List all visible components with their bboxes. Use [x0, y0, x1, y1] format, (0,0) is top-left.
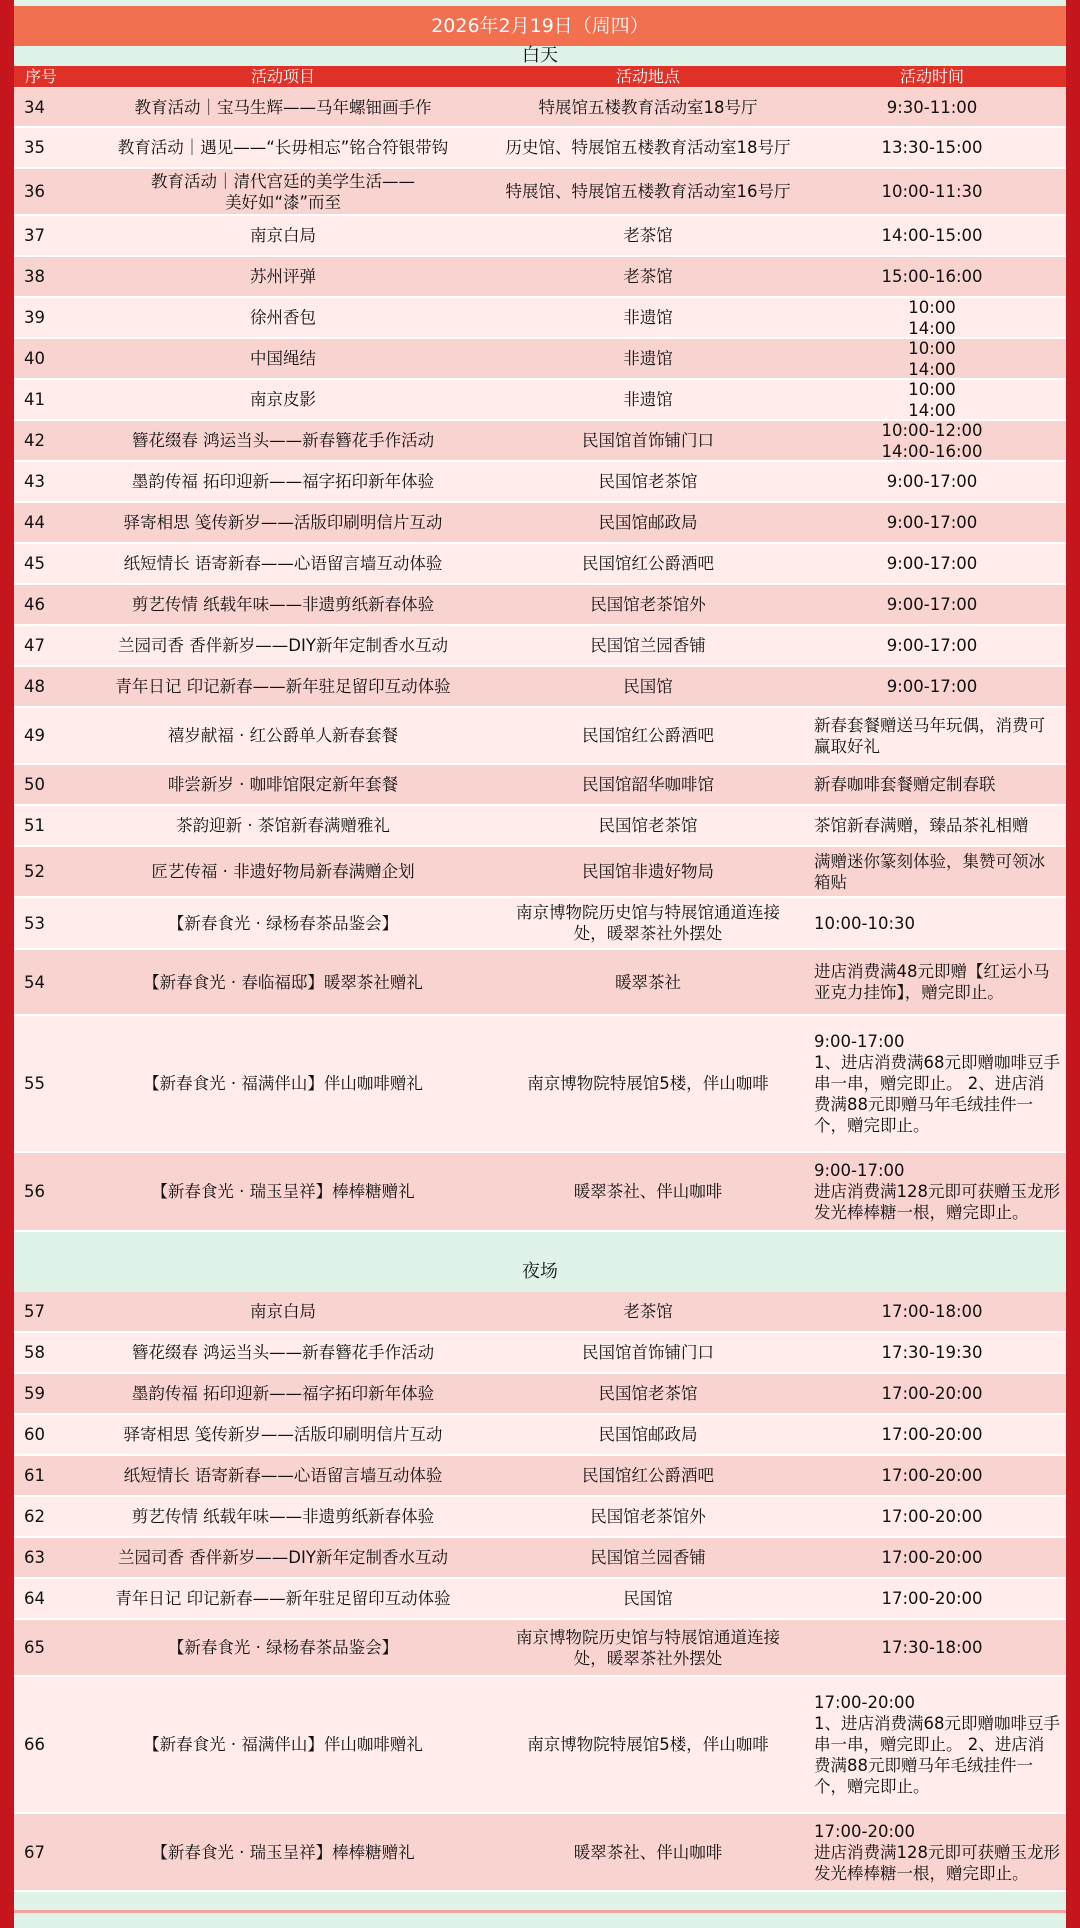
row-location: 民国馆: [623, 1589, 673, 1608]
row-location: 民国馆老茶馆: [598, 816, 698, 835]
row-location: 民国馆邮政局: [598, 513, 698, 532]
row-time: 9:00-17:00 进店消费满128元即可获赠玉龙形发光棒棒糖一根，赠完即止。: [814, 1161, 1060, 1222]
row-number: 67: [24, 1842, 45, 1862]
table-row: [14, 462, 1066, 503]
row-time: 9:00-17:00: [886, 595, 978, 614]
table-row: [14, 708, 1066, 765]
row-number: 65: [24, 1638, 45, 1657]
row-time: 17:00-20:00 1、进店消费满68元即赠咖啡豆手串一串，赠完即止。 2、进店消费满88元即赠马年毛绒挂件一个，赠完即止。: [814, 1693, 1060, 1796]
row-number: 49: [24, 726, 45, 745]
schedule-page: [14, 0, 1066, 1928]
row-location: 民国馆老茶馆: [598, 1384, 698, 1403]
row-time: 17:00-20:00: [881, 1589, 983, 1608]
row-number: 35: [24, 138, 45, 157]
table-row: [14, 585, 1066, 626]
row-location: 民国馆红公爵酒吧: [582, 726, 714, 745]
row-number: 54: [24, 972, 45, 992]
row-time: 新春咖啡套餐赠定制春联: [814, 775, 996, 794]
row-number: 41: [24, 390, 45, 409]
row-time: 17:00-20:00: [881, 1425, 983, 1444]
row-time: 10:00 14:00: [908, 379, 956, 420]
row-activity: 禧岁献福 · 红公爵单人新春套餐: [167, 726, 399, 745]
row-activity: 【新春食光 · 绿杨春茶品鉴会】: [167, 913, 399, 933]
table-row: [14, 626, 1066, 667]
table-row: [14, 1677, 1066, 1814]
row-location: 民国馆老茶馆外: [590, 1507, 706, 1526]
table-row: [14, 1415, 1066, 1456]
row-time: 17:00-18:00: [881, 1302, 983, 1321]
header-place: 活动地点: [615, 67, 680, 86]
row-location: 南京博物院特展馆5楼，伴山咖啡: [527, 1735, 769, 1754]
row-location: 非遗馆: [623, 349, 673, 368]
row-activity: 【新春食光 · 福满伴山】伴山咖啡赠礼: [143, 1735, 423, 1754]
table-header: [14, 66, 1066, 87]
table-row: [14, 1374, 1066, 1415]
row-location: 特展馆五楼教育活动室18号厅: [538, 97, 758, 117]
row-location: 老茶馆: [623, 1302, 673, 1321]
table-row: [14, 1333, 1066, 1374]
row-number: 34: [24, 97, 45, 117]
row-location: 民国馆韶华咖啡馆: [582, 775, 714, 794]
row-location: 民国馆: [623, 677, 673, 696]
table-row: [14, 1497, 1066, 1538]
row-time: 9:00-17:00 1、进店消费满68元即赠咖啡豆手串一串，赠完即止。 2、进店消费满88元即赠马年毛绒挂件一个，赠完即止。: [814, 1032, 1060, 1135]
row-number: 62: [24, 1507, 45, 1526]
table-row: [14, 339, 1066, 380]
row-number: 58: [24, 1343, 45, 1362]
row-time: 10:00 14:00: [908, 338, 956, 379]
row-number: 40: [24, 349, 45, 368]
row-activity: 纸短情长 语寄新春——心语留言墙互动体验: [123, 1466, 443, 1485]
row-activity: 纸短情长 语寄新春——心语留言墙互动体验: [123, 554, 443, 573]
row-number: 50: [24, 775, 45, 794]
row-number: 44: [24, 513, 45, 532]
row-location: 特展馆、特展馆五楼教育活动室16号厅: [505, 182, 791, 201]
table-row: [14, 765, 1066, 806]
row-location: 民国馆红公爵酒吧: [582, 1466, 714, 1485]
table-row: [14, 1579, 1066, 1620]
table-row: [14, 380, 1066, 421]
table-row: [14, 1814, 1066, 1892]
table-row: [14, 950, 1066, 1016]
row-location: 老茶馆: [623, 226, 673, 245]
table-row: [14, 847, 1066, 898]
table-row: [14, 544, 1066, 585]
row-activity: 【新春食光 · 福满伴山】伴山咖啡赠礼: [143, 1074, 423, 1093]
row-activity: 茶韵迎新 · 茶馆新春满赠雅礼: [176, 816, 390, 835]
row-time: 9:00-17:00: [886, 472, 978, 491]
row-location: 暖翠茶社: [615, 972, 681, 992]
night-table-body: [14, 1292, 1066, 1892]
row-time: 新春套餐赠送马年玩偶，消费可赢取好礼: [814, 715, 1045, 756]
row-location: 民国馆红公爵酒吧: [582, 554, 714, 573]
row-number: 47: [24, 636, 45, 655]
row-time: 17:00-20:00: [881, 1466, 983, 1485]
row-location: 民国馆兰园香铺: [590, 1548, 706, 1567]
header-no: 序号: [24, 67, 57, 86]
row-activity: 簪花缀春 鸿运当头——新春簪花手作活动: [131, 1343, 435, 1362]
row-activity: 兰园司香 香伴新岁——DIY新年定制香水互动: [118, 636, 448, 655]
row-location: 民国馆首饰铺门口: [582, 1343, 714, 1362]
row-activity: 青年日记 印记新春——新年驻足留印互动体验: [115, 677, 451, 696]
row-time: 17:00-20:00: [881, 1507, 983, 1526]
row-number: 53: [24, 913, 45, 933]
row-time: 17:00-20:00: [881, 1384, 983, 1403]
row-number: 56: [24, 1182, 45, 1201]
row-number: 38: [24, 267, 45, 286]
row-time: 10:00-10:30: [814, 913, 916, 933]
table-row: [14, 169, 1066, 216]
row-activity: 中国绳结: [250, 349, 316, 368]
row-activity: 【新春食光 · 绿杨春茶品鉴会】: [167, 1638, 399, 1657]
row-time: 17:00-20:00 进店消费满128元即可获赠玉龙形发光棒棒糖一根，赠完即止。: [814, 1821, 1060, 1883]
section-day-label: 白天: [14, 46, 1066, 66]
row-location: 民国馆邮政局: [598, 1425, 698, 1444]
table-row: [14, 1456, 1066, 1497]
row-location: 民国馆老茶馆: [598, 472, 698, 491]
row-activity: 兰园司香 香伴新岁——DIY新年定制香水互动: [118, 1548, 448, 1567]
row-activity: 南京白局: [250, 1302, 316, 1321]
row-activity: 青年日记 印记新春——新年驻足留印互动体验: [115, 1589, 451, 1608]
table-row: [14, 257, 1066, 298]
row-number: 39: [24, 308, 45, 327]
row-activity: 驿寄相思 笺传新岁——活版印刷明信片互动: [123, 513, 443, 532]
row-number: 57: [24, 1302, 45, 1321]
table-row: [14, 898, 1066, 950]
row-activity: 墨韵传福 拓印迎新——福字拓印新年体验: [131, 1384, 435, 1403]
row-time: 茶馆新春满赠，臻品茶礼相赠: [814, 816, 1029, 835]
row-location: 暖翠茶社、伴山咖啡: [573, 1182, 723, 1201]
row-number: 55: [24, 1074, 45, 1093]
section-night-label: 夜场: [14, 1252, 1066, 1292]
bottom-divider: [14, 1910, 1066, 1913]
row-activity: 匠艺传福 · 非遗好物局新春满赠企划: [151, 862, 415, 881]
row-activity: 【新春食光 · 瑞玉呈祥】棒棒糖赠礼: [151, 1842, 415, 1862]
row-time: 9:30-11:00: [886, 97, 978, 117]
row-location: 暖翠茶社、伴山咖啡: [573, 1842, 723, 1862]
table-row: [14, 128, 1066, 169]
row-time: 满赠迷你篆刻体验，集赞可领冰箱贴: [814, 851, 1045, 892]
row-activity: 【新春食光 · 瑞玉呈祥】棒棒糖赠礼: [151, 1182, 415, 1201]
row-number: 52: [24, 862, 45, 881]
row-location: 南京博物院特展馆5楼，伴山咖啡: [527, 1074, 769, 1093]
row-location: 非遗馆: [623, 390, 673, 409]
row-number: 61: [24, 1466, 45, 1485]
header-item: 活动项目: [250, 67, 315, 86]
row-activity: 苏州评弹: [250, 267, 316, 286]
table-row: [14, 88, 1066, 128]
row-location: 民国馆老茶馆外: [590, 595, 706, 614]
row-number: 45: [24, 554, 45, 573]
row-activity: 驿寄相思 笺传新岁——活版印刷明信片互动: [123, 1425, 443, 1444]
table-row: [14, 421, 1066, 462]
row-number: 43: [24, 472, 45, 491]
row-location: 民国馆兰园香铺: [590, 636, 706, 655]
row-number: 37: [24, 226, 45, 245]
header-time: 活动时间: [899, 67, 964, 86]
table-row: [14, 503, 1066, 544]
page-title: 2026年2月19日（周四）: [14, 6, 1066, 46]
row-time: 15:00-16:00: [881, 267, 983, 286]
row-number: 48: [24, 677, 45, 696]
row-activity: 教育活动｜宝马生辉——马年螺钿画手作: [134, 97, 432, 117]
row-time: 17:30-18:00: [881, 1638, 983, 1657]
row-number: 59: [24, 1384, 45, 1403]
table-row: [14, 216, 1066, 257]
table-row: [14, 806, 1066, 847]
row-number: 63: [24, 1548, 45, 1567]
row-activity: 墨韵传福 拓印迎新——福字拓印新年体验: [131, 472, 435, 491]
row-time: 9:00-17:00: [886, 554, 978, 573]
row-time: 进店消费满48元即赠【红运小马亚克力挂饰】，赠完即止。: [814, 962, 1050, 1002]
row-activity: 剪艺传情 纸载年味——非遗剪纸新春体验: [131, 595, 435, 614]
row-activity: 啡尝新岁 · 咖啡馆限定新年套餐: [167, 775, 399, 794]
row-time: 9:00-17:00: [886, 636, 978, 655]
row-activity: 南京白局: [250, 226, 316, 245]
row-number: 51: [24, 816, 45, 835]
row-location: 老茶馆: [623, 267, 673, 286]
row-activity: 徐州香包: [250, 308, 316, 327]
row-time: 17:30-19:30: [881, 1343, 983, 1362]
row-location: 南京博物院历史馆与特展馆通道连接处，暖翠茶社外摆处: [516, 1627, 780, 1668]
row-number: 46: [24, 595, 45, 614]
row-time: 9:00-17:00: [886, 677, 978, 696]
row-time: 10:00-11:30: [881, 182, 983, 201]
table-row: [14, 1620, 1066, 1677]
row-activity: 南京皮影: [250, 390, 316, 409]
row-number: 66: [24, 1735, 45, 1754]
table-row: [14, 298, 1066, 339]
row-number: 42: [24, 431, 45, 450]
row-number: 64: [24, 1589, 45, 1608]
table-row: [14, 1016, 1066, 1153]
row-time: 14:00-15:00: [881, 226, 983, 245]
day-table-body: [14, 88, 1066, 1232]
row-time: 13:30-15:00: [881, 138, 983, 157]
table-row: [14, 1538, 1066, 1579]
row-activity: 簪花缀春 鸿运当头——新春簪花手作活动: [131, 431, 435, 450]
table-row: [14, 1153, 1066, 1232]
row-location: 南京博物院历史馆与特展馆通道连接处，暖翠茶社外摆处: [516, 903, 780, 943]
row-location: 历史馆、特展馆五楼教育活动室18号厅: [505, 138, 791, 157]
row-activity: 教育活动｜清代宫廷的美学生活—— 美好如“漆”而至: [151, 171, 415, 212]
row-time: 9:00-17:00: [886, 513, 978, 532]
row-activity: 教育活动｜遇见——“长毋相忘”铭合符银带钩: [117, 138, 449, 157]
table-row: [14, 1292, 1066, 1333]
row-activity: 【新春食光 · 春临福邸】暖翠茶社赠礼: [143, 972, 423, 992]
row-time: 17:00-20:00: [881, 1548, 983, 1567]
row-number: 36: [24, 182, 45, 201]
row-time: 10:00-12:00 14:00-16:00: [881, 420, 983, 461]
row-location: 民国馆首饰铺门口: [582, 431, 714, 450]
row-activity: 剪艺传情 纸载年味——非遗剪纸新春体验: [131, 1507, 435, 1526]
row-time: 10:00 14:00: [908, 297, 956, 338]
row-location: 非遗馆: [623, 308, 673, 327]
row-location: 民国馆非遗好物局: [582, 862, 714, 881]
table-row: [14, 667, 1066, 708]
row-number: 60: [24, 1425, 45, 1444]
